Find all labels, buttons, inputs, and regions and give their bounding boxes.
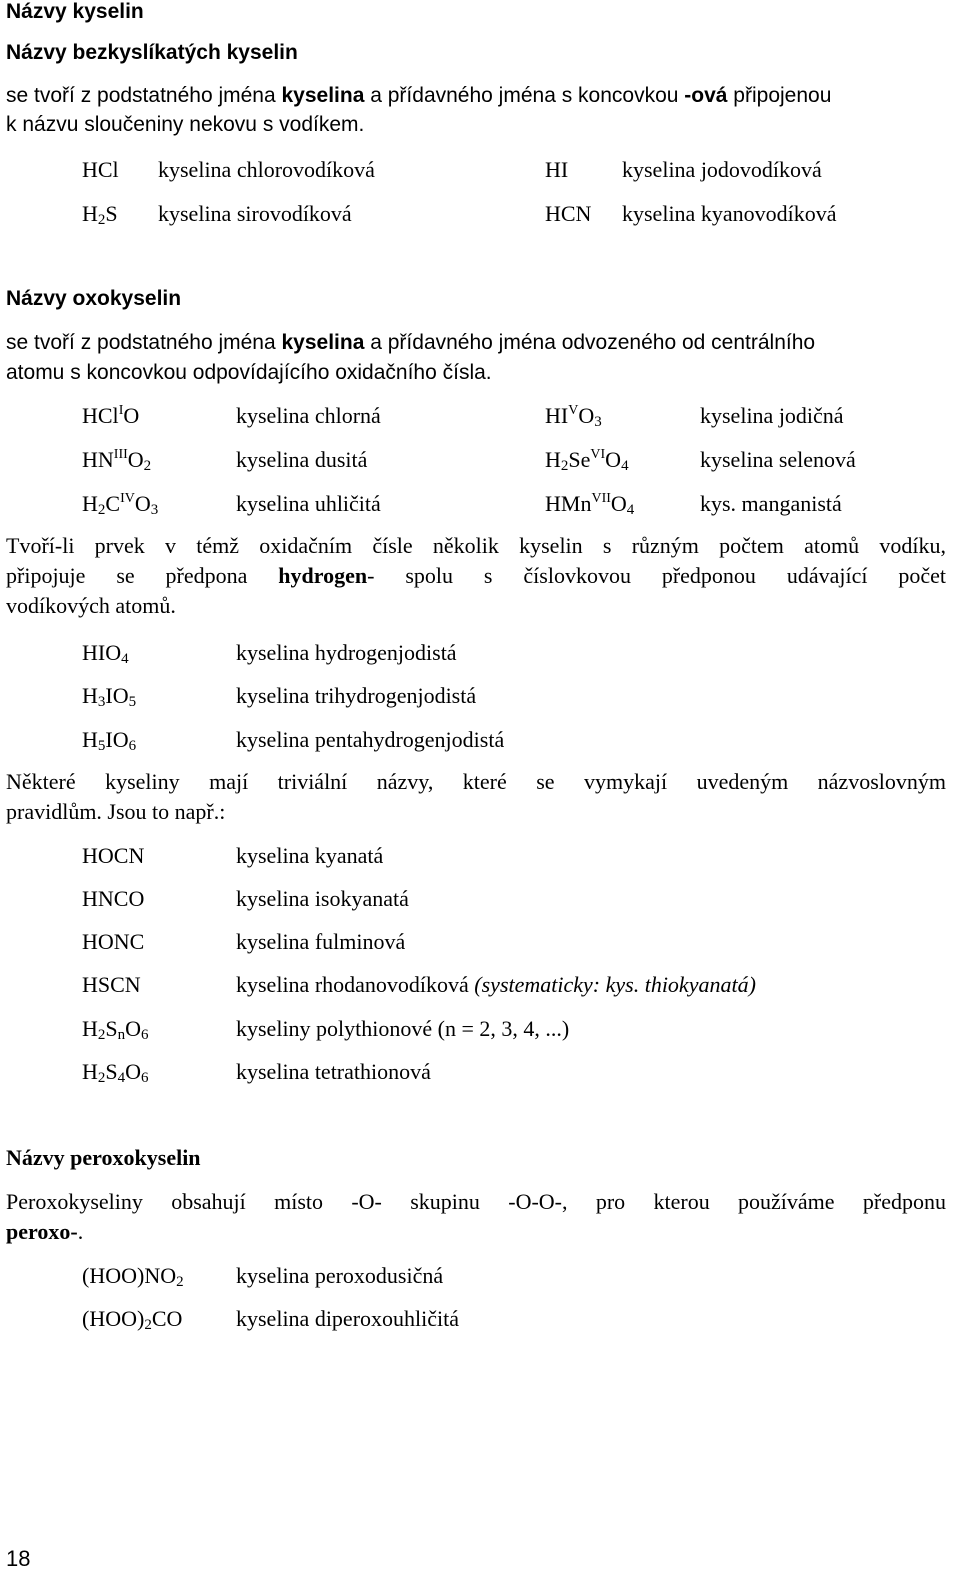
acid-name: kyselina dusitá: [236, 447, 368, 472]
paragraph-peroxo-line2: peroxo-.: [6, 1219, 84, 1244]
formula: HONC: [82, 929, 145, 954]
heading-peroxokyseliny: Názvy peroxokyselin: [6, 1145, 201, 1170]
formula: HCN: [545, 201, 592, 226]
formula: $(HOO)NO_2$: [82, 1263, 184, 1290]
heading-nazvy-kyselin: Názvy kyselin: [6, 0, 144, 23]
paragraph-trivial-line1: Některé kyseliny mají triviální názvy, které se vymykají uvedeným názvoslovným: [6, 769, 946, 794]
acid-name: kyselina kyanatá: [236, 843, 384, 868]
formula: HCl: [82, 157, 119, 182]
paragraph-peroxo-line1: Peroxokyseliny obsahují místo -O- skupinu -O-O-, pro kterou používáme předponu: [6, 1189, 946, 1214]
paragraph-trivial-line2: pravidlům. Jsou to např.:: [6, 799, 226, 824]
acid-name: kyselina uhličitá: [236, 491, 381, 516]
acid-name: kyselina chlorovodíková: [158, 157, 375, 182]
formula: $HMn^{VII}O_4$: [545, 491, 635, 518]
formula: $H_2S$: [82, 201, 118, 228]
paragraph-oxo-line2: atomu s koncovkou odpovídajícího oxidačního čísla.: [6, 361, 492, 384]
acid-name: kyselina sirovodíková: [158, 201, 352, 226]
paragraph-hydrogen-line1: Tvoří-li prvek v témž oxidačním čísle několik kyselin s různým počtem atomů vodíku,: [6, 533, 946, 558]
formula: $H_5IO_6$: [82, 727, 137, 754]
acid-name: kyselina fulminová: [236, 929, 406, 954]
acid-name: kyseliny polythionové (n = 2, 3, 4, ...): [236, 1016, 570, 1041]
formula: $HI^VO_3$: [545, 403, 602, 430]
formula: $HN^{III}O_2$: [82, 447, 152, 474]
formula: HCl$^I$O: [82, 403, 140, 428]
acid-name: kyselina tetrathionová: [236, 1059, 431, 1084]
paragraph-bezkys-line2: k názvu sloučeniny nekovu s vodíkem.: [6, 113, 365, 136]
formula: $HIO_4$: [82, 640, 129, 667]
heading-bezkyslikate: Názvy bezkyslíkatých kyselin: [6, 41, 298, 64]
acid-name: kyselina trihydrogenjodistá: [236, 683, 477, 708]
formula: HSCN: [82, 972, 141, 997]
formula: $(HOO)_2CO$: [82, 1306, 183, 1333]
acid-name: kyselina jodičná: [700, 403, 844, 428]
page-number: 18: [6, 1546, 31, 1571]
acid-name: kyselina chlorná: [236, 403, 381, 428]
paragraph-bezkys-line1: se tvoří z podstatného jména kyselina a přídavného jména s koncovkou -ová připojenou: [6, 84, 832, 107]
formula: $H_3IO_5$: [82, 683, 137, 710]
acid-name: kys. manganistá: [700, 491, 842, 516]
acid-name: kyselina selenová: [700, 447, 856, 472]
acid-name: kyselina rhodanovodíková (systematicky: kys. thiokyanatá): [236, 972, 756, 997]
formula: HNCO: [82, 886, 145, 911]
acid-name: kyselina peroxodusičná: [236, 1263, 444, 1288]
formula: $H_2S_nO_6$: [82, 1016, 149, 1043]
acid-name: kyselina isokyanatá: [236, 886, 409, 911]
formula: $H_2Se^{VI}O_4$: [545, 447, 629, 474]
acid-name: kyselina diperoxouhličitá: [236, 1306, 459, 1331]
formula: $H_2S_4O_6$: [82, 1059, 149, 1086]
acid-name: kyselina jodovodíková: [622, 157, 822, 182]
formula: HI: [545, 157, 569, 182]
systematic-name-note: (systematicky: kys. thiokyanatá): [474, 972, 756, 997]
acid-name: kyselina kyanovodíková: [622, 201, 837, 226]
acid-name: kyselina hydrogenjodistá: [236, 640, 457, 665]
paragraph-hydrogen-line3: vodíkových atomů.: [6, 593, 176, 618]
heading-oxokyseliny: Názvy oxokyselin: [6, 287, 182, 310]
formula: HOCN: [82, 843, 145, 868]
paragraph-oxo-line1: se tvoří z podstatného jména kyselina a přídavného jména odvozeného od centrálního: [6, 331, 816, 354]
paragraph-hydrogen-line2: připojuje se předpona hydrogen- spolu s číslovkovou předponou udávající počet: [6, 563, 946, 588]
formula: $H_2C^{IV}O_3$: [82, 491, 159, 518]
acid-name: kyselina pentahydrogenjodistá: [236, 727, 505, 752]
